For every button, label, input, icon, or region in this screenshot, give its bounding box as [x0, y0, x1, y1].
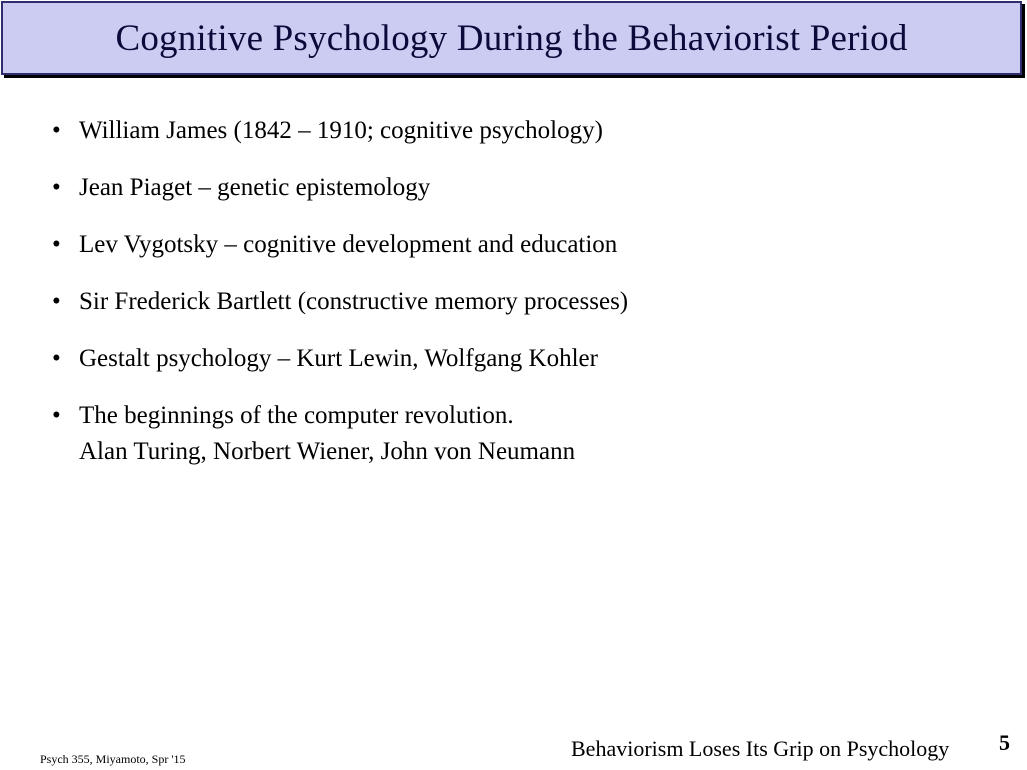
bullet-marker: •: [52, 117, 61, 144]
bullet-line: William James (1842 – 1910; cognitive psychology): [79, 117, 603, 144]
footer-course: Psych 355, Miyamoto, Spr '15: [40, 752, 186, 766]
bullet-text: [79, 284, 628, 320]
title-bar: [1, 1, 1022, 75]
list-item: [52, 227, 1002, 263]
bullet-text: [79, 227, 617, 263]
list-item: [52, 284, 1002, 320]
slide-title: Cognitive Psychology During the Behaviorist Period: [115, 17, 908, 59]
bullet-text: [79, 398, 575, 470]
bullet-marker: •: [52, 402, 61, 429]
slide-number: 5: [999, 730, 1010, 755]
bullet-line: Jean Piaget – genetic epistemology: [79, 174, 431, 201]
bullet-list: [52, 113, 1002, 491]
list-item: [52, 341, 1002, 377]
bullet-line: The beginnings of the computer revolution.: [79, 402, 514, 429]
footer-section-title: Behaviorism Loses Its Grip on Psychology: [571, 736, 950, 761]
list-item: [52, 170, 1002, 206]
list-item: [52, 113, 1002, 149]
bullet-text: [79, 341, 598, 377]
list-item: [52, 398, 1002, 470]
bullet-marker: •: [52, 288, 61, 315]
bullet-line: Lev Vygotsky – cognitive development and education: [79, 231, 618, 258]
bullet-marker: •: [52, 345, 61, 372]
bullet-marker: •: [52, 231, 61, 258]
bullet-line: Alan Turing, Norbert Wiener, John von Neumann: [79, 438, 576, 465]
bullet-line: Sir Frederick Bartlett (constructive memory processes): [79, 288, 629, 315]
bullet-text: [79, 113, 603, 149]
bullet-line: Gestalt psychology – Kurt Lewin, Wolfgang Kohler: [79, 345, 598, 372]
bullet-marker: •: [52, 174, 61, 201]
bullet-text: [79, 170, 430, 206]
